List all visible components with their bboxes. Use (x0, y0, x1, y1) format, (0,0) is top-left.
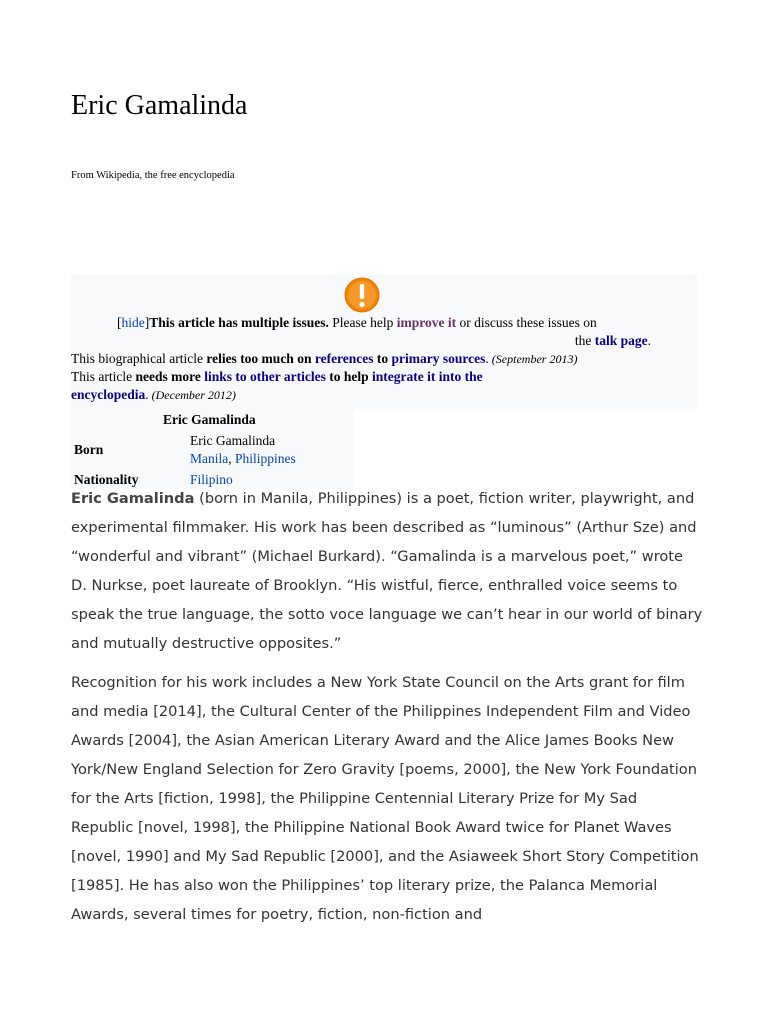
intro-paragraph (71, 484, 703, 658)
hide-bracket-open: [ (117, 315, 122, 330)
issues-help-text: Please help (328, 315, 397, 330)
issues-discuss-text: or discuss these issues on (456, 315, 597, 330)
hide-link[interactable]: hide (121, 315, 145, 330)
infobox-born-place (190, 450, 296, 468)
issue1-text: This biographical article (71, 351, 207, 366)
issue1-period: . (485, 351, 489, 366)
hide-bracket-close: ] (144, 315, 150, 330)
infobox-title: Eric Gamalinda (163, 412, 256, 427)
issues-heading: This article has multiple issues. (149, 315, 329, 330)
recognition-paragraph: Recognition for his work includes a New York State Council on the Arts grant for film and media [2014], the Cultural Center of the Philippines Independent Film and Video Awards [2004], the Asian American Literary Award and the Alice James Books New York/New England Selection for Zero Gravity [poems, 2000], the New York Foundation for the Arts [fiction, 1998], the Philippine Centennial Literary Prize for My Sad Republic [novel, 1998], the Philippine National Book Award twice for Planet Waves [novel, 1990] and My Sad Republic [2000], and the Asiaweek Short Story Competition [1985]. He has also won the Philippines’ top literary prize, the Palanca Memorial Awards, several times for poetry, fiction, non-fiction and (71, 674, 699, 923)
primary-sources-link[interactable]: primary sources (391, 351, 486, 366)
infobox (71, 409, 353, 489)
talk-page-link[interactable]: talk page (594, 333, 648, 348)
issue1-bold-a: relies too much on (206, 351, 315, 366)
warning-exclamation-icon (344, 277, 380, 313)
issue-primary-sources (71, 350, 671, 368)
issue2-date: (December 2012) (148, 388, 236, 402)
issues-the-text: the (574, 333, 595, 348)
infobox-nationality-label: Nationality (74, 472, 139, 487)
infobox-born-label: Born (74, 442, 104, 457)
issue2-bold-b: to help (325, 369, 372, 384)
intro-paragraph-text: (born in Manila, Philippines) is a poet, fiction writer, playwright, and experimental filmmaker. His work has been described as “luminous” (Arthur Sze) and “wonderful and vibrant” (Michael Burkard). “Gamalinda is a marvelous poet,” wrote D. Nurkse, poet laureate of Brooklyn. “His wistful, fierce, enthralled voice seems to speak the true language, the sotto voce language we can’t hear in our world of binary and mutually destructive opposites.” (71, 490, 703, 652)
issues-period: . (647, 333, 651, 348)
references-link[interactable]: references (314, 351, 374, 366)
integrate-link[interactable]: integrate it into the encyclopedia (71, 369, 483, 402)
issue2-text: This article (71, 369, 136, 384)
issue2-period: . (145, 387, 149, 402)
page-title: Eric Gamalinda (71, 90, 248, 121)
filipino-link[interactable]: Filipino (190, 472, 233, 487)
philippines-link[interactable]: Philippines (235, 451, 296, 466)
issue-needs-links (71, 368, 551, 404)
issues-header (117, 314, 657, 350)
site-tagline: From Wikipedia, the free encyclopedia (71, 170, 235, 181)
links-to-other-articles-link[interactable]: links to other articles (204, 369, 326, 384)
issues-header-line2 (117, 332, 657, 350)
multiple-issues-box (71, 275, 697, 409)
intro-lead-name: Eric Gamalinda (71, 490, 195, 507)
issue2-bold-a: needs more (135, 369, 205, 384)
born-place-separator: , (228, 451, 235, 466)
issue1-bold-b: to (373, 351, 392, 366)
improve-it-link[interactable]: improve it (396, 315, 457, 330)
infobox-born-name: Eric Gamalinda (190, 433, 276, 448)
manila-link[interactable]: Manila (190, 451, 229, 466)
issue1-date: (September 2013) (488, 352, 578, 366)
